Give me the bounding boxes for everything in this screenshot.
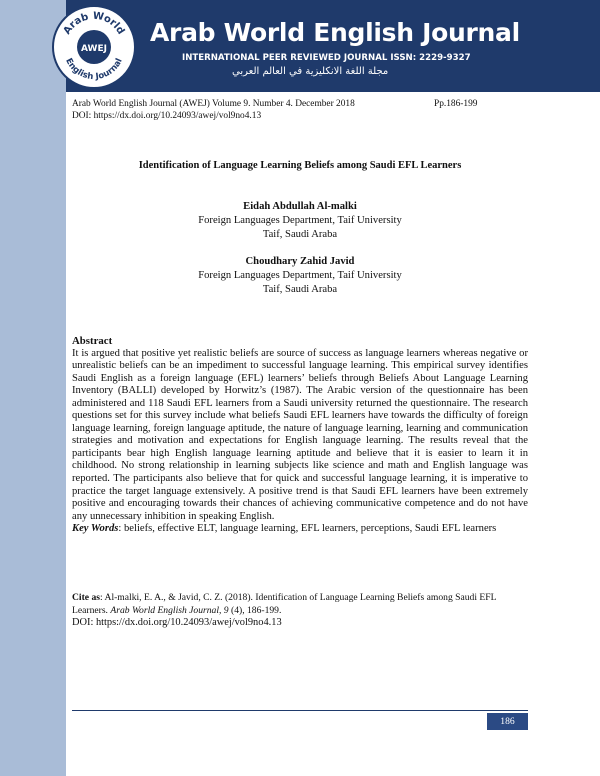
author-department: Foreign Languages Department, Taif University — [198, 270, 402, 281]
page-range: Pp.186-199 — [434, 99, 478, 109]
author-department: Foreign Languages Department, Taif University — [198, 215, 402, 226]
abstract-heading: Abstract — [72, 335, 113, 347]
keywords-text: : beliefs, effective ELT, language learning, EFL learners, perceptions, Saudi EFL learners — [118, 523, 497, 535]
cite-issue: (4), 186-199. — [228, 604, 282, 616]
logo-center-text: AWEJ — [81, 44, 107, 54]
side-strip — [0, 0, 66, 776]
author-name: Choudhary Zahid Javid — [245, 256, 355, 267]
keywords — [72, 523, 528, 536]
author-location: Taif, Saudi Araba — [262, 229, 338, 240]
keywords-label: Key Words — [72, 523, 119, 535]
citation-block — [72, 592, 528, 630]
journal-subtitle: INTERNATIONAL PEER REVIEWED JOURNAL ISSN: 2229-9327 — [182, 53, 471, 63]
doi-line: DOI: https://dx.doi.org/10.24093/awej/vol9no4.13 — [72, 111, 262, 121]
journal-arabic-title: مجلة اللغة الانكليزية في العالم العربي — [232, 66, 389, 77]
cite-doi-link[interactable]: DOI: https://dx.doi.org/10.24093/awej/vol9no4.13 — [72, 617, 282, 628]
citation-line: Arab World English Journal (AWEJ) Volume 9. Number 4. December 2018 — [72, 99, 355, 109]
abstract-section — [72, 335, 528, 536]
footer-rule — [72, 710, 528, 711]
journal-title: Arab World English Journal — [150, 18, 520, 47]
author-location: Taif, Saudi Araba — [262, 284, 338, 295]
author-name: Eidah Abdullah Al-malki — [243, 201, 357, 212]
author-block — [72, 200, 528, 297]
page-number: 186 — [487, 713, 528, 730]
logo-bottom-text: English Journal — [63, 56, 125, 83]
cite-journal: Arab World English Journal, 9 — [110, 604, 229, 616]
abstract-text: It is argued that positive yet realistic beliefs are source of success as language learners whereas negative or unrealistic beliefs can be an impediment to successful language learning. This empirical survey identifies Saudi English as a foreign language (EFL) learners’ beliefs through Beliefs About Language Learning Inventory (BALLI) developed by Horwitz’s (1987). The Arabic version of the questionnaire has been administered and 118 Saudi EFL learners from a Saudi university returned the questionnaire. The research questions set for this survey include what beliefs Saudi EFL learners have towards the difficulty of foreign language learning, foreign language aptitude, the nature of language learning, learning and communication strategies and motivation and expectations for English language learning. The results reveal that the participants bear high English language learning aptitude and believe that it is easier to learn it in childhood. No strong relationship in learning subjects like science and math and English language was reported. The participants also believe that for quick and successful language learning, it is imperative to practice the target language extensively. A positive trend is that Saudi EFL learners have been extremely positive and encouraging towards their chances of achieving communicative competence and do not have any unnecessary inhibition in speaking English. — [72, 347, 528, 522]
paper-title: Identification of Language Learning Beliefs among Saudi EFL Learners — [138, 160, 462, 171]
logo-top-text: Arab World — [61, 10, 127, 37]
article-meta — [72, 98, 512, 122]
cite-label: Cite as — [72, 592, 100, 603]
journal-logo — [52, 5, 136, 89]
cite-text: : Al-malki, E. A., & Javid, C. Z. (2018). Identification of Language Learning Beliefs among Saudi EFL Learners. — [72, 592, 497, 616]
